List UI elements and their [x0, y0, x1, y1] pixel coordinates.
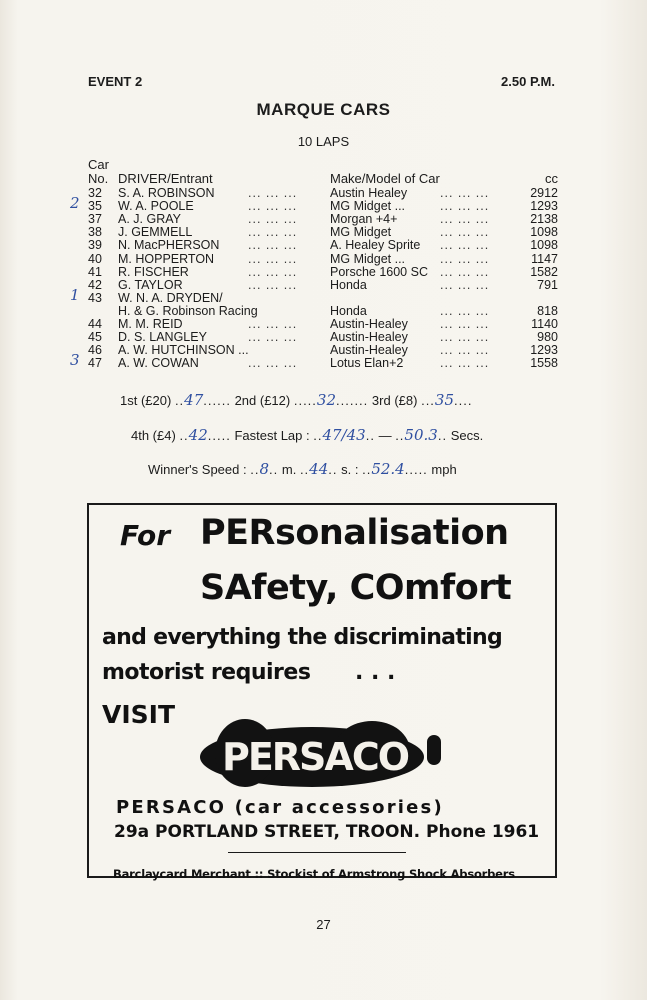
fastest-time: 50.3 — [404, 426, 438, 444]
leader-dots: ... ... ... — [440, 199, 490, 214]
handwritten-position-mark: 1 — [70, 285, 80, 304]
third-label: 3rd (£8) — [371, 393, 418, 408]
fastest-car: 47/43 — [322, 426, 366, 444]
first-value: 47 — [184, 391, 204, 409]
car-model: MG Midget ... — [330, 199, 406, 214]
ad-for: For — [120, 519, 170, 552]
engine-cc: 818 — [537, 303, 558, 318]
second-label: 2nd (£12) — [234, 393, 291, 408]
col-driver: DRIVER/Entrant — [118, 171, 213, 186]
driver-name: R. FISCHER — [118, 264, 189, 279]
table-row — [88, 253, 558, 266]
minutes-unit: m. — [281, 462, 297, 477]
car-number: 43 — [88, 290, 102, 305]
table-row — [70, 194, 558, 214]
car-model: Austin-Healey — [330, 343, 408, 358]
fourth-value: 42 — [188, 426, 208, 444]
table-row — [70, 351, 558, 371]
driver-name: H. & G. Robinson Racing — [118, 303, 258, 318]
table-row — [88, 318, 558, 331]
car-model: MG Midget ... — [330, 251, 406, 266]
car-model: Lotus Elan+2 — [330, 356, 404, 371]
car-model: Austin-Healey — [330, 317, 408, 331]
col-car-top: Car — [88, 157, 109, 172]
driver-name: W. A. POOLE — [118, 199, 194, 214]
driver-name: W. N. A. DRYDEN/ — [118, 290, 223, 305]
secs-label: Secs. — [450, 428, 484, 443]
car-number: 45 — [88, 330, 102, 345]
leader-dots: ... ... ... — [248, 199, 298, 214]
engine-cc: 1582 — [530, 264, 558, 279]
leader-dots: ... ... ... — [440, 264, 490, 279]
table-row — [88, 213, 558, 226]
leader-dots: ... ... ... — [248, 356, 298, 371]
engine-cc: 2138 — [530, 212, 558, 227]
table-row — [88, 187, 558, 200]
ad-line-safety: SAfety, COmfort — [200, 568, 512, 608]
driver-name: A. J. GRAY — [118, 212, 181, 227]
leader-dots: ... ... ... — [248, 212, 298, 227]
car-number: 47 — [88, 356, 102, 371]
driver-name: S. A. ROBINSON — [118, 186, 215, 200]
car-number: 46 — [88, 343, 102, 358]
table-row — [88, 305, 558, 318]
leader-dots: ... ... ... — [440, 303, 490, 318]
car-number: 37 — [88, 212, 102, 227]
speed-seconds: 44 — [309, 460, 329, 478]
car-model: Honda — [330, 277, 367, 292]
table-row — [88, 344, 558, 357]
leader-dots: ... ... ... — [440, 343, 490, 358]
ad-line-personalisation: PERsonalisation — [200, 513, 509, 553]
leader-dots: ... ... ... — [248, 186, 298, 200]
car-number: 39 — [88, 238, 102, 253]
ad-line-motorist: motorist requires — [102, 660, 311, 685]
leader-dots: ... ... ... — [248, 238, 298, 253]
leader-dots: ... ... ... — [440, 330, 490, 345]
car-number: 42 — [88, 277, 102, 292]
engine-cc: 791 — [537, 277, 558, 292]
driver-name: J. GEMMELL — [118, 225, 193, 240]
engine-cc: 1293 — [530, 199, 558, 214]
col-cc: cc — [545, 171, 558, 186]
driver-name: D. S. LANGLEY — [118, 330, 207, 345]
leader-dots: ... ... ... — [440, 212, 490, 227]
leader-dots: ... ... ... — [248, 317, 298, 331]
engine-cc: 1147 — [531, 251, 558, 266]
leader-dots: ... ... ... — [248, 225, 298, 240]
leader-dots: ... ... ... — [440, 251, 490, 266]
car-model: Porsche 1600 SC — [330, 264, 428, 279]
table-row — [88, 239, 558, 252]
fastest-label: Fastest Lap : — [234, 428, 310, 443]
second-value: 32 — [316, 391, 336, 409]
table-row — [70, 285, 558, 305]
car-number: 41 — [88, 264, 102, 279]
leader-dots: ... ... ... — [248, 277, 298, 292]
leader-dots: ... ... ... — [440, 356, 490, 371]
ad-footer: Barclaycard Merchant :: Stockist of Armstrong Shock Absorbers — [113, 867, 515, 881]
engine-cc: 1293 — [530, 343, 558, 358]
third-value: 35 — [434, 391, 455, 409]
leader-dots: ... ... ... — [248, 264, 298, 279]
engine-cc: 980 — [537, 330, 558, 345]
first-label: 1st (£20) — [120, 393, 172, 408]
engine-cc: 1098 — [530, 238, 558, 253]
mph-unit: mph — [431, 462, 457, 477]
race-laps: 10 LAPS — [297, 134, 350, 149]
engine-cc: 1558 — [530, 356, 558, 371]
car-number: 38 — [88, 225, 102, 240]
result-first: 1st (£20) ..47...... 2nd (£12) .....32....... 3rd (£8) ...35.... — [120, 391, 473, 409]
engine-cc: 1098 — [530, 225, 558, 240]
car-number: 35 — [88, 199, 102, 214]
leader-dots: ... ... ... — [440, 238, 490, 253]
car-model: Austin Healey — [330, 186, 408, 200]
leader-dots: ... ... ... — [248, 330, 298, 345]
car-model: A. Healey Sprite — [330, 238, 421, 253]
speed-minutes: 8 — [259, 460, 269, 478]
result-fourth: 4th (£4) ..42..... Fastest Lap : ..47/43.. — ..50.3.. Secs. — [131, 426, 484, 444]
col-car-no: No. — [88, 171, 109, 186]
speed-label: Winner's Speed : — [148, 462, 247, 477]
car-model: Honda — [330, 303, 367, 318]
ad-address: 29a PORTLAND STREET, TROON. Phone 1961 — [114, 822, 540, 842]
event-time: 2.50 P.M. — [501, 74, 555, 89]
driver-name: M. HOPPERTON — [118, 251, 215, 266]
engine-cc: 2912 — [530, 186, 558, 200]
leader-dots: ... ... ... — [440, 186, 490, 200]
fastest-dash: — — [378, 428, 392, 443]
driver-name: A. W. COWAN — [118, 356, 199, 371]
speed-mph: 52.4 — [371, 460, 405, 478]
engine-cc: 1140 — [531, 317, 558, 331]
seconds-unit: s. : — [341, 462, 359, 477]
col-make: Make/Model of Car — [330, 171, 440, 186]
handwritten-position-mark: 2 — [70, 194, 80, 213]
ad-company: PERSACO (car accessories) — [116, 797, 444, 818]
table-row — [88, 331, 558, 344]
ad-line-discriminating: and everything the discriminating — [102, 625, 502, 650]
car-number: 44 — [88, 317, 102, 331]
leader-dots: ... ... ... — [248, 251, 298, 266]
logo-wordmark: PERSACO — [221, 735, 409, 779]
driver-name: A. W. HUTCHINSON ... — [118, 343, 249, 358]
persaco-logo — [197, 715, 447, 795]
leader-dots: ... ... ... — [440, 277, 490, 292]
driver-name: G. TAYLOR — [118, 277, 183, 292]
table-row — [88, 226, 558, 239]
fourth-label: 4th (£4) — [131, 428, 176, 443]
page-number: 27 — [316, 917, 331, 932]
winner-speed: Winner's Speed : ..8.. m. ..44.. s. : ..52.4..... mph — [148, 460, 457, 478]
ad-visit: VISIT — [102, 700, 176, 729]
handwritten-position-mark: 3 — [70, 351, 80, 370]
race-title: MARQUE CARS — [256, 100, 391, 119]
car-model: Austin-Healey — [330, 330, 408, 345]
car-model: Morgan +4+ — [330, 212, 398, 227]
ad-divider — [228, 852, 406, 853]
car-model: MG Midget — [330, 225, 392, 240]
table-row — [88, 279, 558, 292]
ad-line-dots: . . . — [355, 660, 396, 685]
driver-name: N. MacPHERSON — [118, 238, 220, 253]
car-number: 32 — [88, 186, 102, 200]
car-number: 40 — [88, 251, 102, 266]
leader-dots: ... ... ... — [440, 225, 490, 240]
leader-dots: ... ... ... — [440, 317, 490, 331]
table-row — [88, 266, 558, 279]
event-label: EVENT 2 — [88, 74, 143, 89]
driver-name: M. M. REID — [118, 317, 183, 331]
